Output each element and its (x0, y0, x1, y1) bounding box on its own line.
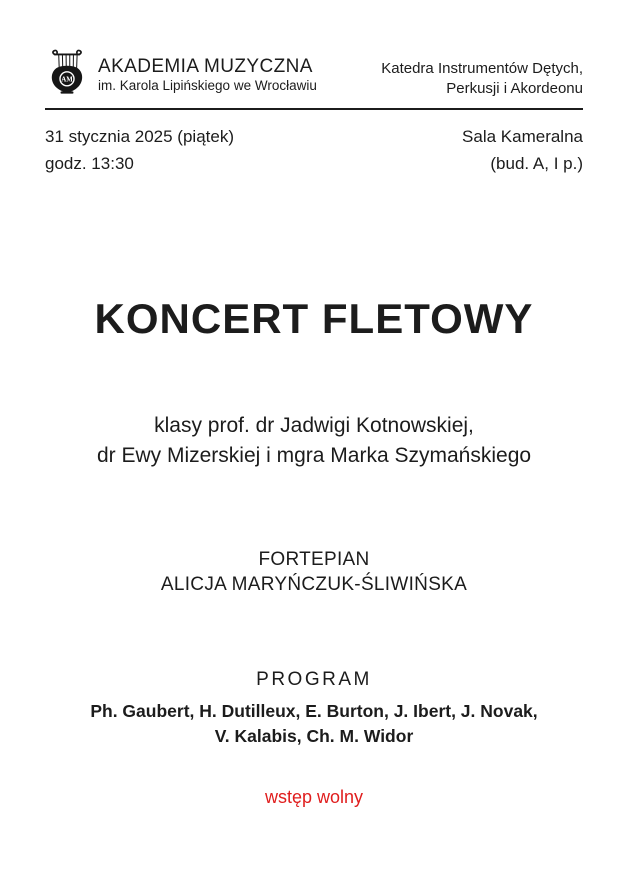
admission-note: wstęp wolny (264, 787, 364, 807)
event-datetime (45, 123, 234, 177)
department-name (381, 59, 583, 99)
academy-name: AKADEMIA MUZYCZNA (98, 56, 313, 77)
pianist-name: ALICJA MARYŃCZUK-ŚLIWIŃSKA (160, 574, 468, 595)
event-date: 31 stycznia 2025 (piątek) (45, 127, 234, 146)
header-divider (45, 108, 583, 110)
event-time: godz. 13:30 (45, 154, 134, 173)
classes-line1: klasy prof. dr Jadwigi Kotnowskiej, (154, 414, 474, 437)
department-line1: Katedra Instrumentów Dętych, (381, 60, 583, 77)
piano-block (45, 547, 583, 597)
header (45, 48, 583, 99)
lyre-icon (45, 48, 89, 94)
classes-line2: dr Ewy Mizerskiej i mgra Marka Szymańskiego (96, 444, 532, 467)
academy-brand (45, 48, 317, 94)
composers-line2: V. Kalabis, Ch. M. Widor (214, 726, 414, 746)
composers-block (45, 699, 583, 749)
concert-title: KONCERT FLETOWY (94, 295, 534, 342)
lyre-monogram: AM (61, 76, 73, 84)
venue-name: Sala Kameralna (462, 127, 583, 146)
academy-subtitle: im. Karola Lipińskiego we Wrocławiu (98, 78, 317, 93)
event-venue (462, 123, 583, 177)
classes-block (45, 411, 583, 471)
event-meta (45, 123, 583, 177)
piano-role-label: FORTEPIAN (258, 549, 370, 570)
composers-line1: Ph. Gaubert, H. Dutilleux, E. Burton, J. Ibert, J. Novak, (90, 701, 538, 721)
venue-detail: (bud. A, I p.) (490, 154, 583, 173)
academy-name-block (98, 57, 317, 94)
department-line2: Perkusji i Akordeonu (446, 80, 583, 97)
program-heading: PROGRAM (256, 669, 372, 690)
